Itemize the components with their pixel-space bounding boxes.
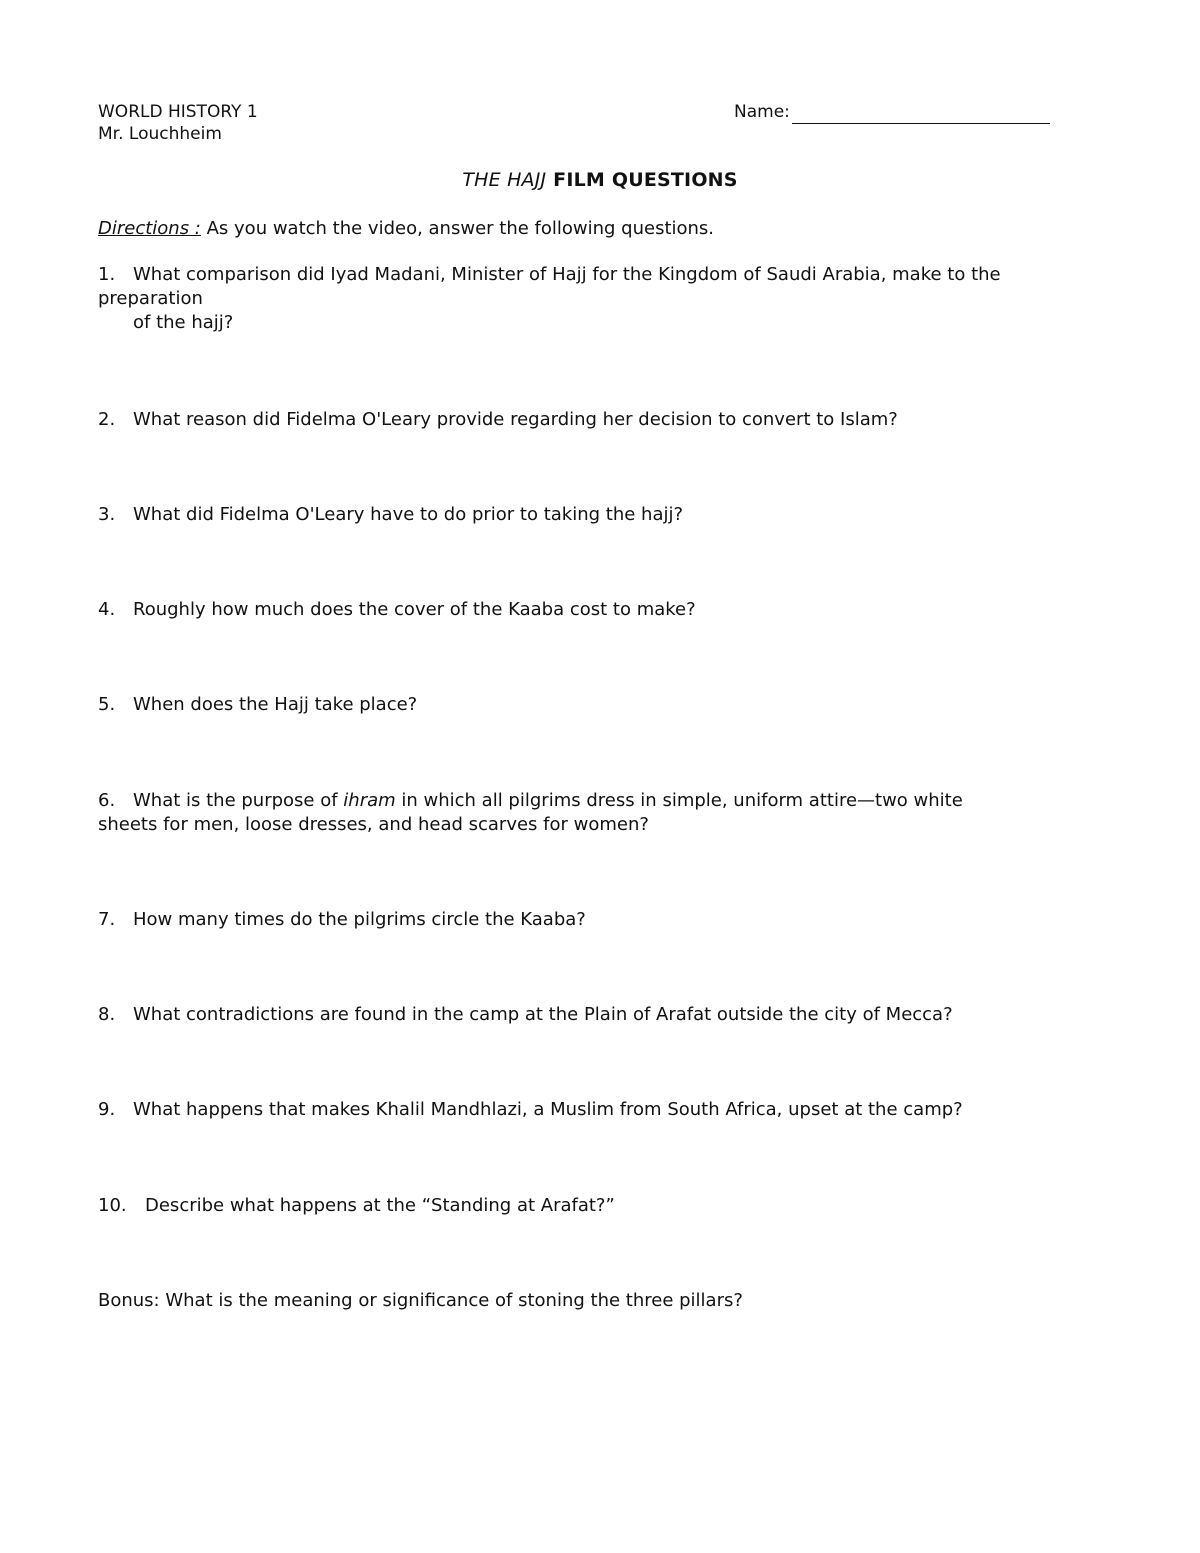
question-text-cont: preparation [98,288,203,309]
question-3 [98,503,1108,527]
title-italic: THE HAJJ [462,169,547,191]
question-10 [98,1194,1108,1218]
question-4 [98,598,1108,622]
question-number: 2. [98,409,116,430]
question-number: 1. [98,264,116,285]
question-6 [98,789,1108,837]
directions [98,217,714,241]
student-name-field[interactable] [734,100,1050,124]
question-number: 4. [98,599,116,620]
question-text: What is the purpose of [133,790,344,811]
name-label: Name: [734,102,790,122]
question-number: 8. [98,1004,116,1025]
question-italic-term: ihram [343,790,396,811]
question-9 [98,1098,1108,1122]
title-rest: FILM QUESTIONS [546,169,738,191]
question-text: What comparison did Iyad Madani, Minister of Hajj for the Kingdom of Saudi Arabia, make to the [133,264,1001,285]
question-text: What reason did Fidelma O'Leary provide regarding her decision to convert to Islam? [133,409,898,430]
question-8 [98,1003,1108,1027]
question-text-cont: sheets for men, loose dresses, and head scarves for women? [98,814,649,835]
question-text: Describe what happens at the “Standing at Arafat?” [145,1195,615,1216]
course-name: WORLD HISTORY 1 [98,102,258,122]
question-2 [98,408,1108,432]
question-number: 3. [98,504,116,525]
question-text: in which all pilgrims dress in simple, uniform attire—two white [395,790,963,811]
bonus-question: Bonus: What is the meaning or significance of stoning the three pillars? [98,1290,743,1311]
question-number: 9. [98,1099,116,1120]
question-number: 7. [98,909,116,930]
question-7 [98,908,1108,932]
question-number: 10. [98,1195,127,1216]
question-text-cont: of the hajj? [133,312,234,333]
teacher-name: Mr. Louchheim [98,124,222,144]
name-blank-line[interactable] [792,105,1050,124]
question-text: What happens that makes Khalil Mandhlazi, a Muslim from South Africa, upset at the camp? [133,1099,963,1120]
question-text: What contradictions are found in the camp at the Plain of Arafat outside the city of Mecca? [133,1004,953,1025]
question-1 [98,263,1108,335]
page-title [0,168,1200,192]
question-5 [98,693,1108,717]
question-text: How many times do the pilgrims circle the Kaaba? [133,909,586,930]
directions-text: As you watch the video, answer the following questions. [200,218,715,239]
question-number: 6. [98,790,116,811]
question-text: When does the Hajj take place? [133,694,418,715]
question-number: 5. [98,694,116,715]
directions-label: Directions : [98,218,201,239]
question-text: What did Fidelma O'Leary have to do prior to taking the hajj? [133,504,684,525]
question-text: Roughly how much does the cover of the Kaaba cost to make? [133,599,696,620]
